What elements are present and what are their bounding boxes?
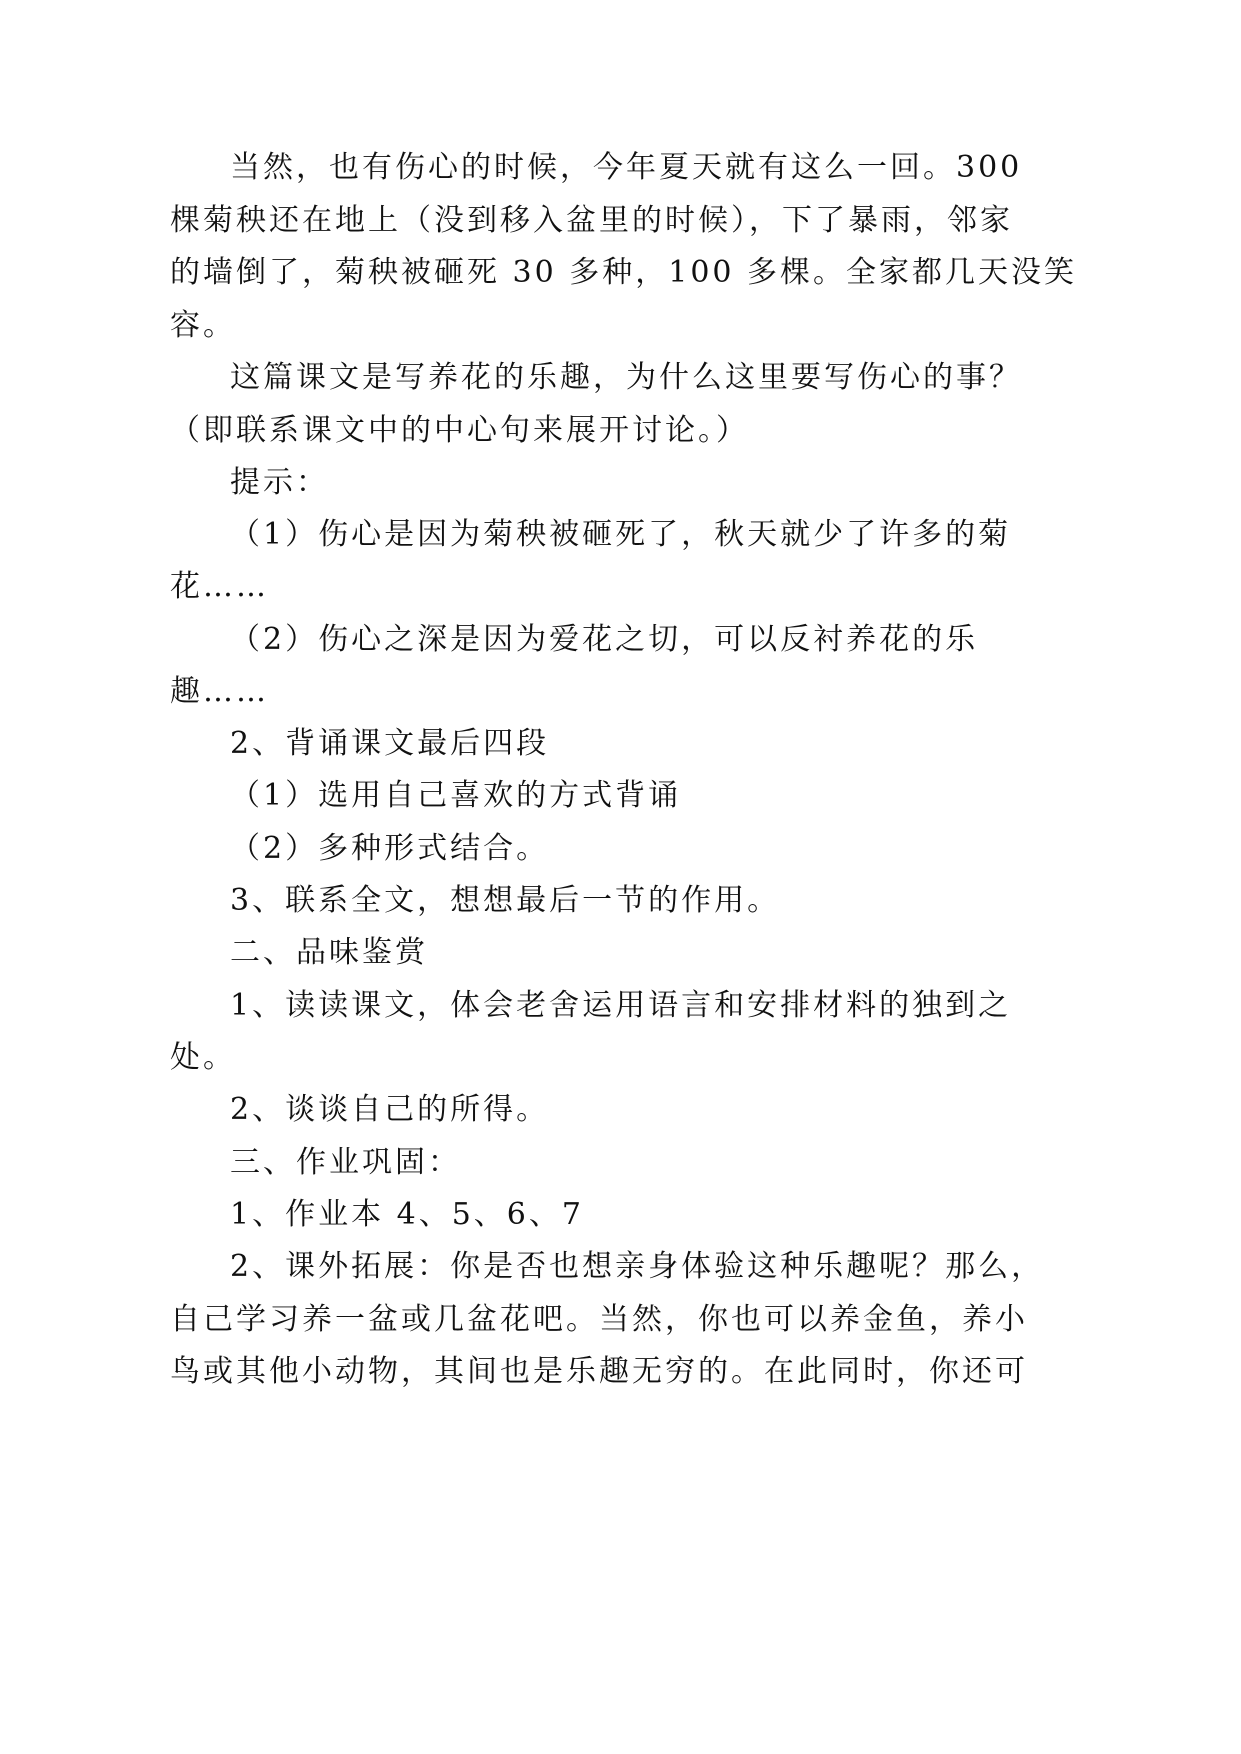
section-heading: 二、品味鉴赏	[230, 935, 428, 970]
paragraph-line: 处。	[170, 1040, 236, 1075]
list-item: 2、课外拓展：你是否也想亲身体验这种乐趣呢？那么，	[230, 1249, 1045, 1284]
list-item: 3、联系全文，想想最后一节的作用。	[230, 883, 781, 918]
paragraph-line: 的墙倒了，菊秧被砸死 30 多种，100 多棵。全家都几天没笑	[170, 255, 1078, 290]
paragraph-line: 鸟或其他小动物，其间也是乐趣无穷的。在此同时，你还可	[170, 1354, 1028, 1389]
list-item: 1、读读课文，体会老舍运用语言和安排材料的独到之	[230, 988, 1012, 1023]
paragraph-line: 趣……	[170, 674, 269, 709]
list-item: 1、作业本 4、5、6、7	[230, 1197, 584, 1232]
section-heading: 三、作业巩固：	[230, 1145, 461, 1180]
list-item: 2、谈谈自己的所得。	[230, 1092, 550, 1127]
paragraph-line: 棵菊秧还在地上（没到移入盆里的时候），下了暴雨，邻家	[170, 203, 1013, 238]
paragraph-line: 花……	[170, 569, 269, 604]
hint-heading: 提示：	[230, 465, 329, 500]
paragraph-line: 容。	[170, 308, 236, 343]
list-item: （1）选用自己喜欢的方式背诵	[230, 778, 682, 813]
list-item: 2、背诵课文最后四段	[230, 726, 550, 761]
list-item: （2）多种形式结合。	[230, 831, 550, 866]
paragraph-line: （即联系课文中的中心句来展开讨论。）	[170, 413, 749, 448]
list-item: （2）伤心之深是因为爱花之切，可以反衬养花的乐	[230, 622, 979, 657]
paragraph-line: 自己学习养一盆或几盆花吧。当然，你也可以养金鱼，养小	[170, 1302, 1028, 1337]
question-line: 这篇课文是写养花的乐趣，为什么这里要写伤心的事？	[230, 360, 1022, 395]
paragraph-line: 当然，也有伤心的时候，今年夏天就有这么一回。300	[230, 150, 1023, 185]
list-item: （1）伤心是因为菊秧被砸死了，秋天就少了许多的菊	[230, 517, 1012, 552]
